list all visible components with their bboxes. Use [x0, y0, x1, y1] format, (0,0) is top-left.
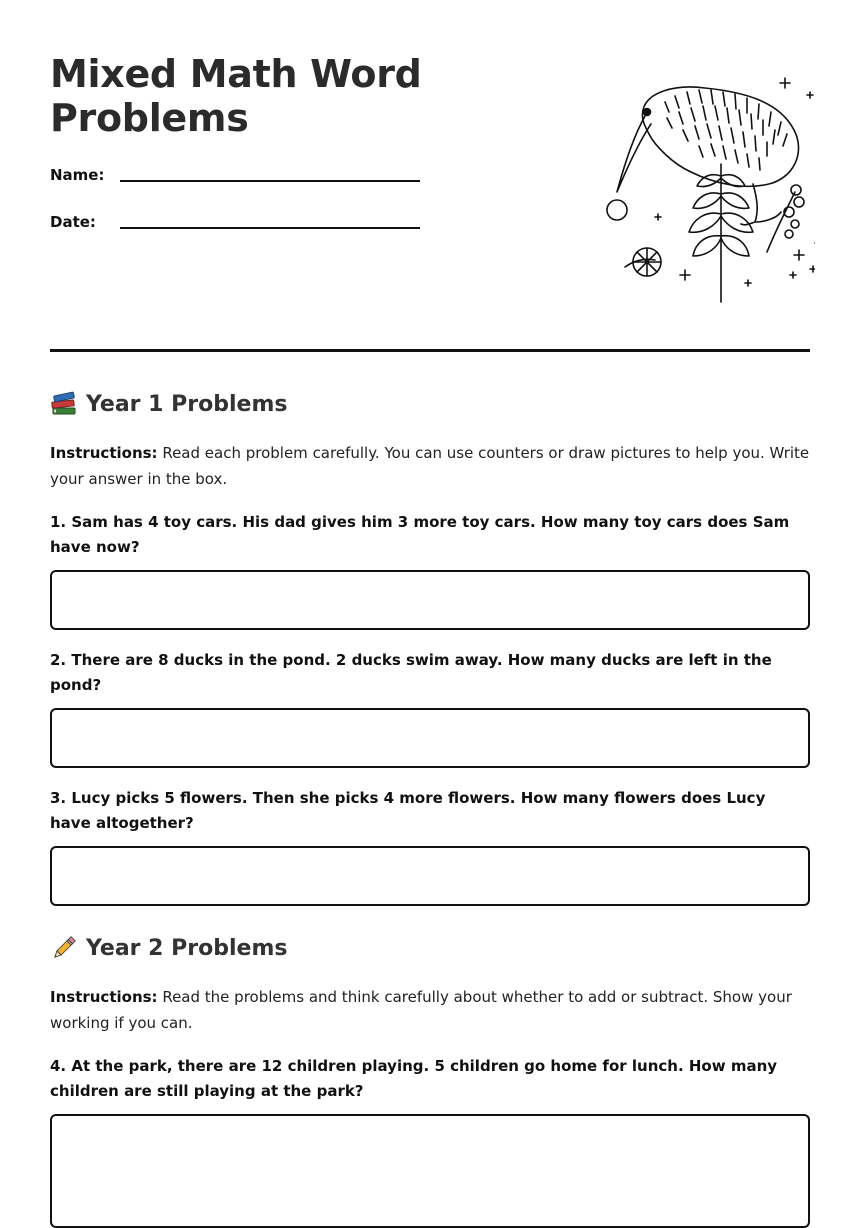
instructions-text: Read each problem carefully. You can use counters or draw pictures to help you. Write your answer in the box. — [50, 444, 810, 488]
year-1-section — [50, 388, 810, 906]
answer-box-3[interactable] — [50, 846, 810, 906]
worksheet-content — [50, 388, 810, 1228]
question-3: 3. Lucy picks 5 flowers. Then she picks 4 more flowers. How many flowers does Lucy have altogether? — [50, 789, 766, 832]
year-2-section — [50, 932, 810, 1228]
name-write-line[interactable] — [120, 180, 420, 182]
pencil-icon — [50, 934, 78, 962]
question-4: 4. At the park, there are 12 children playing. 5 children go home for lunch. How many children are still playing at the park? — [50, 1057, 778, 1100]
instructions-text: Read the problems and think carefully about whether to add or subtract. Show your working if you can. — [50, 988, 792, 1032]
worksheet-title: Mixed Math Word Problems — [50, 52, 422, 140]
instructions-label: Instructions: — [50, 988, 158, 1006]
answer-box-4[interactable] — [50, 1114, 810, 1228]
question-1: 1. Sam has 4 toy cars. His dad gives him 3 more toy cars. How many toy cars does Sam have now? — [50, 513, 790, 556]
books-icon — [50, 390, 78, 418]
kiwi-bird-illustration — [555, 72, 815, 312]
year-2-heading-text: Year 2 Problems — [86, 935, 288, 961]
year-1-heading — [50, 388, 810, 420]
year-1-instructions — [50, 440, 810, 492]
year-2-heading — [50, 932, 810, 964]
date-write-line[interactable] — [120, 227, 420, 229]
instructions-label: Instructions: — [50, 444, 158, 462]
question-2: 2. There are 8 ducks in the pond. 2 ducks swim away. How many ducks are left in the pond? — [50, 651, 772, 694]
answer-box-1[interactable] — [50, 570, 810, 630]
header-divider — [50, 349, 810, 352]
name-label: Name: — [50, 166, 105, 184]
answer-box-2[interactable] — [50, 708, 810, 768]
worksheet-header — [50, 52, 810, 312]
year-2-instructions — [50, 984, 810, 1036]
date-label: Date: — [50, 213, 96, 231]
year-1-heading-text: Year 1 Problems — [86, 391, 288, 417]
